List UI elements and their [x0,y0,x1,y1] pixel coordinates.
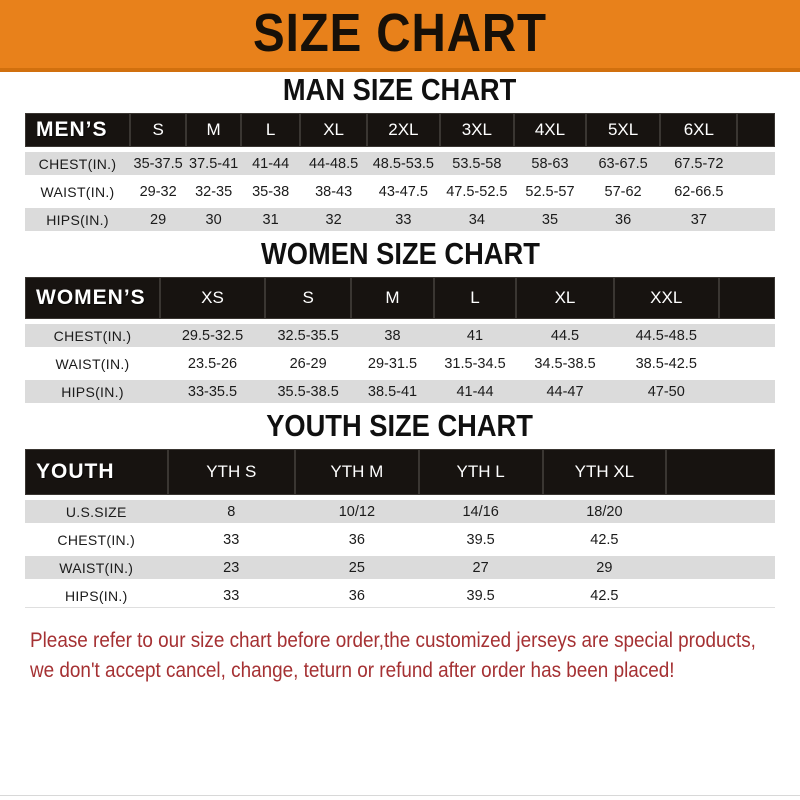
youth-row-spacer-cell [666,500,775,523]
youth-size-table [25,444,775,613]
women-size-value-cell: 41 [434,324,517,347]
men-size-value-cell: 35-38 [241,180,300,203]
youth-size-value-cell: 18/20 [543,500,667,523]
women-size-value-cell: 26-29 [265,352,351,375]
men-size-value-cell: 41-44 [241,152,300,175]
youth-table-label-cell: YOUTH [25,449,168,495]
youth-column-header-cell: YTH XL [543,449,667,495]
men-size-value-cell: 44-48.5 [300,152,367,175]
men-table-row [25,152,775,175]
women-column-header-cell: XL [516,277,614,319]
men-size-value-cell: 35 [514,208,586,231]
men-size-value-cell: 34 [440,208,514,231]
youth-column-header-cell: YTH S [168,449,296,495]
youth-section-heading [0,408,800,444]
men-size-value-cell: 33 [367,208,440,231]
men-row-label-cell: WAIST(IN.) [25,180,130,203]
men-size-value-cell: 67.5-72 [660,152,737,175]
men-size-value-cell: 32 [300,208,367,231]
men-size-value-cell: 29-32 [130,180,186,203]
men-size-value-cell: 30 [186,208,241,231]
youth-row-label-cell: WAIST(IN.) [25,556,168,579]
footer-note-line1: Please refer to our size chart before order,the customized jerseys are special products, [30,629,756,652]
men-table-row [25,180,775,203]
men-column-header-cell: XL [300,113,367,147]
women-header-bar [25,277,775,319]
men-column-header-cell: L [241,113,300,147]
youth-size-value-cell: 39.5 [419,584,543,608]
women-column-header-cell: XS [160,277,265,319]
men-column-header-cell: 3XL [440,113,514,147]
women-column-header-cell: XXL [614,277,719,319]
women-size-value-cell: 47-50 [614,380,719,403]
men-column-header-cell: 4XL [514,113,586,147]
women-size-value-cell: 32.5-35.5 [265,324,351,347]
youth-size-value-cell: 36 [295,528,419,551]
men-column-header-cell: 5XL [586,113,660,147]
women-size-value-cell: 38 [351,324,434,347]
men-size-value-cell: 57-62 [586,180,660,203]
men-size-value-cell: 47.5-52.5 [440,180,514,203]
men-size-value-cell: 62-66.5 [660,180,737,203]
men-row-label-cell: HIPS(IN.) [25,208,130,231]
men-size-value-cell: 37 [660,208,737,231]
men-table-label-cell: MEN’S [25,113,130,147]
youth-size-value-cell: 29 [543,556,667,579]
size-chart-banner [0,0,800,72]
youth-table-row [25,556,775,579]
women-column-header-cell: L [434,277,517,319]
youth-column-header-cell: YTH L [419,449,543,495]
women-table-row [25,324,775,347]
women-row-spacer-cell [719,324,775,347]
youth-section-heading-text: YOUTH SIZE CHART [266,408,534,443]
youth-size-value-cell: 25 [295,556,419,579]
women-column-header-cell: S [265,277,351,319]
men-size-value-cell: 48.5-53.5 [367,152,440,175]
youth-row-spacer-cell [666,584,775,608]
men-size-value-cell: 31 [241,208,300,231]
women-size-value-cell: 33-35.5 [160,380,265,403]
youth-size-value-cell: 10/12 [295,500,419,523]
women-column-header-cell: M [351,277,434,319]
women-table-row [25,380,775,403]
men-row-spacer-cell [737,152,775,175]
men-column-header-cell: 6XL [660,113,737,147]
men-size-value-cell: 63-67.5 [586,152,660,175]
men-size-value-cell: 38-43 [300,180,367,203]
youth-size-table-container [0,444,800,613]
bottom-rule [0,795,800,796]
men-size-table [25,108,775,236]
man-size-table-container [0,108,800,236]
footer-note [0,626,800,686]
footer-note-line2: we don't accept cancel, change, teturn or refund after order has been placed! [30,659,675,682]
men-size-value-cell: 32-35 [186,180,241,203]
women-size-value-cell: 38.5-41 [351,380,434,403]
youth-row-label-cell: HIPS(IN.) [25,584,168,608]
women-table-row [25,352,775,375]
women-size-value-cell: 38.5-42.5 [614,352,719,375]
youth-row-label-cell: U.S.SIZE [25,500,168,523]
youth-size-value-cell: 27 [419,556,543,579]
youth-size-value-cell: 42.5 [543,528,667,551]
men-size-value-cell: 36 [586,208,660,231]
women-size-value-cell: 23.5-26 [160,352,265,375]
youth-table-row [25,528,775,551]
youth-size-value-cell: 8 [168,500,296,523]
youth-size-value-cell: 14/16 [419,500,543,523]
youth-header-bar [25,449,775,495]
women-row-label-cell: CHEST(IN.) [25,324,160,347]
youth-header-spacer-cell [666,449,775,495]
youth-table-row [25,500,775,523]
men-column-header-cell: M [186,113,241,147]
men-table-row [25,208,775,231]
women-size-value-cell: 44.5-48.5 [614,324,719,347]
men-size-value-cell: 52.5-57 [514,180,586,203]
youth-size-value-cell: 36 [295,584,419,608]
women-row-spacer-cell [719,352,775,375]
man-section-heading [0,72,800,108]
women-size-value-cell: 44.5 [516,324,614,347]
youth-size-value-cell: 33 [168,528,296,551]
women-size-table-container [0,272,800,408]
youth-size-value-cell: 23 [168,556,296,579]
men-row-spacer-cell [737,208,775,231]
youth-size-value-cell: 33 [168,584,296,608]
men-size-value-cell: 37.5-41 [186,152,241,175]
women-row-label-cell: HIPS(IN.) [25,380,160,403]
men-row-label-cell: CHEST(IN.) [25,152,130,175]
youth-size-value-cell: 42.5 [543,584,667,608]
women-size-value-cell: 34.5-38.5 [516,352,614,375]
man-section-heading-text: MAN SIZE CHART [283,72,517,107]
women-size-value-cell: 44-47 [516,380,614,403]
women-size-table [25,272,775,408]
youth-table-row [25,584,775,608]
women-table-label-cell: WOMEN’S [25,277,160,319]
men-column-header-cell: S [130,113,186,147]
men-row-spacer-cell [737,180,775,203]
men-size-value-cell: 29 [130,208,186,231]
women-size-value-cell: 41-44 [434,380,517,403]
youth-column-header-cell: YTH M [295,449,419,495]
women-size-value-cell: 29.5-32.5 [160,324,265,347]
youth-row-label-cell: CHEST(IN.) [25,528,168,551]
women-row-label-cell: WAIST(IN.) [25,352,160,375]
youth-row-spacer-cell [666,556,775,579]
youth-size-value-cell: 39.5 [419,528,543,551]
men-header-bar [25,113,775,147]
men-size-value-cell: 35-37.5 [130,152,186,175]
men-size-value-cell: 58-63 [514,152,586,175]
men-size-value-cell: 53.5-58 [440,152,514,175]
banner-title: SIZE CHART [253,3,547,63]
women-size-value-cell: 29-31.5 [351,352,434,375]
women-header-spacer-cell [719,277,775,319]
women-size-value-cell: 31.5-34.5 [434,352,517,375]
women-section-heading-text: WOMEN SIZE CHART [260,236,540,271]
men-column-header-cell: 2XL [367,113,440,147]
women-row-spacer-cell [719,380,775,403]
women-section-heading [0,236,800,272]
youth-row-spacer-cell [666,528,775,551]
men-header-spacer-cell [737,113,775,147]
women-size-value-cell: 35.5-38.5 [265,380,351,403]
men-size-value-cell: 43-47.5 [367,180,440,203]
